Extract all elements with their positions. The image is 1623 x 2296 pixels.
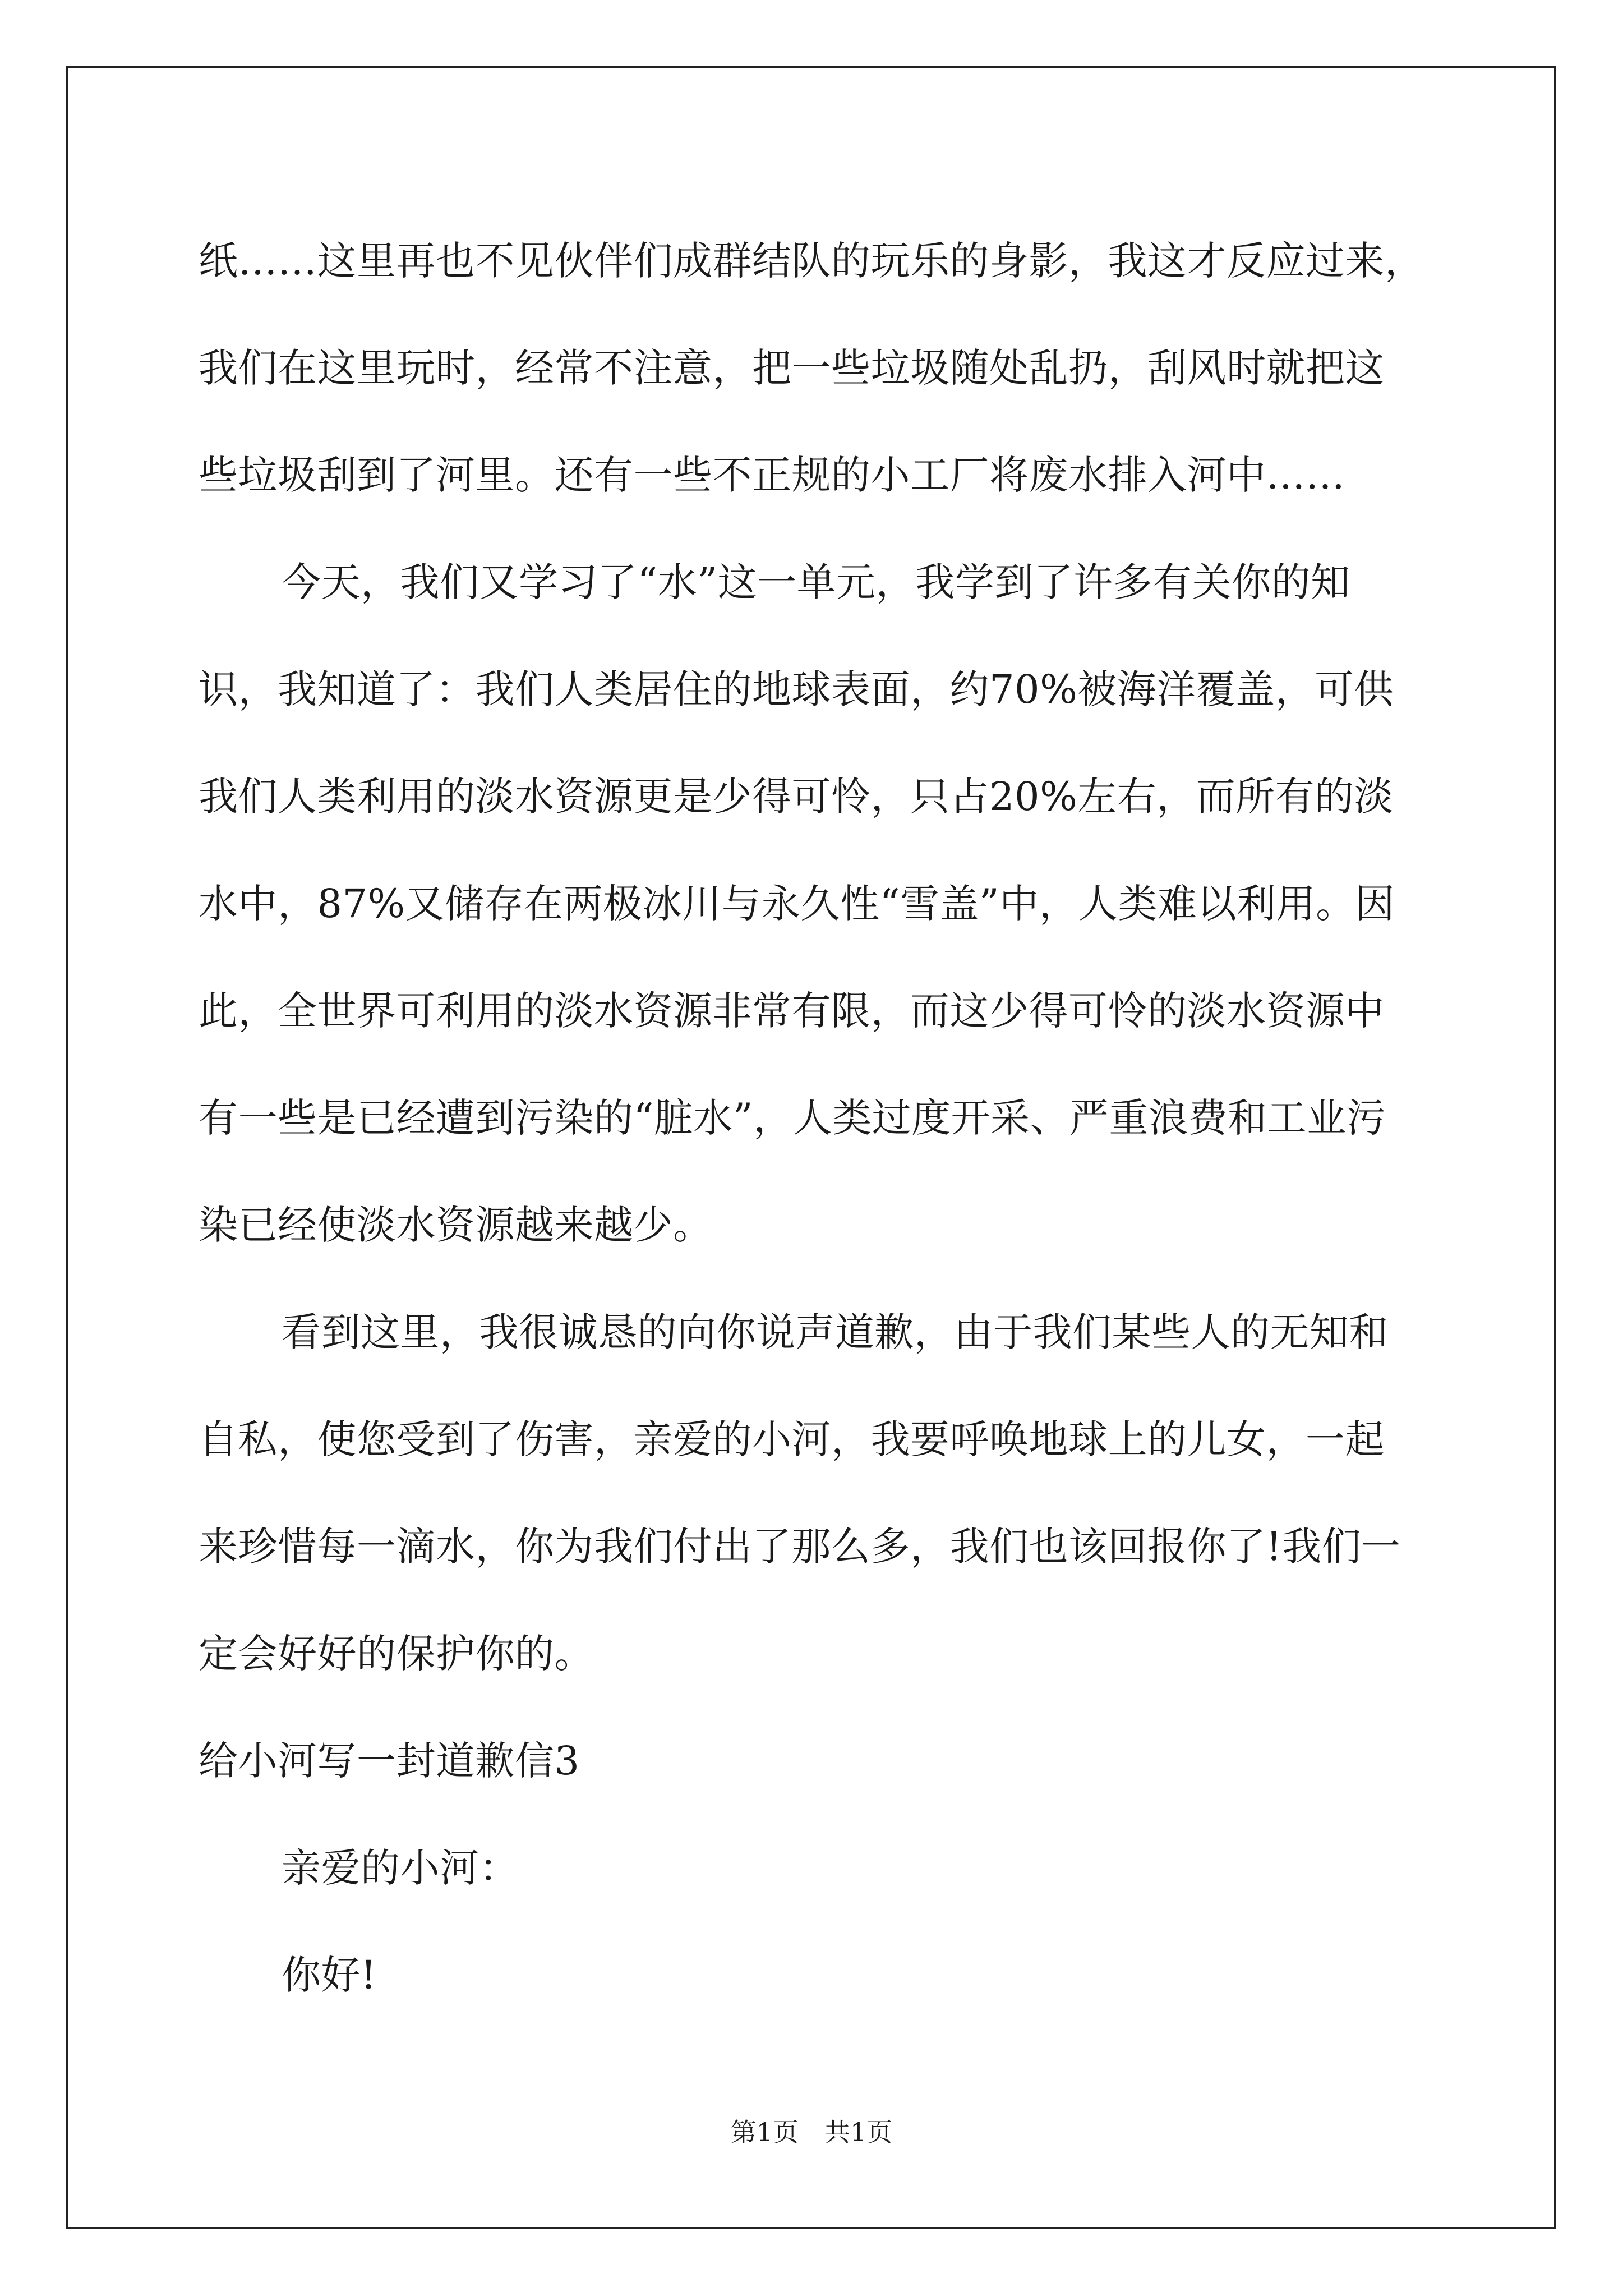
document-body [199,208,1449,2029]
text-line-9: 有一些是已经遭到污染的“脏水”，人类过度开采、严重浪费和工业污 [199,1095,1386,1141]
text-line-2: 我们在这里玩时，经常不注意，把一些垃圾随处乱扔，刮风时就把这 [199,345,1385,391]
text-line-3: 些垃圾刮到了河里。还有一些不正规的小工厂将废水排入河中…… [199,452,1345,498]
text-line-14: 定会好好的保护你的。 [199,1631,594,1677]
text-line-12: 自私，使您受到了伤害，亲爱的小河，我要呼唤地球上的儿女，一起 [199,1416,1385,1462]
greeting: 你好! [282,1952,377,1998]
text-line-4: 今天，我们又学习了“水”这一单元，我学到了许多有关你的知 [282,559,1350,605]
text-line-7: 水中，87%又储存在两极冰川与永久性“雪盖”中，人类难以利用。因 [199,881,1395,927]
text-line-5: 识，我知道了：我们人类居住的地球表面，约70%被海洋覆盖，可供 [199,666,1394,712]
text-line-13: 来珍惜每一滴水，你为我们付出了那么多，我们也该回报你了!我们一 [199,1524,1401,1570]
text-line-10: 染已经使淡水资源越来越少。 [199,1202,713,1248]
text-line-8: 此，全世界可利用的淡水资源非常有限，而这少得可怜的淡水资源中 [199,988,1385,1034]
text-line-1: 纸……这里再也不见伙伴们成群结队的玩乐的身影，我这才反应过来， [199,238,1424,284]
text-line-6: 我们人类利用的淡水资源更是少得可怜，只占20%左右，而所有的淡 [199,774,1394,820]
page-number-footer: 第1页 共1页 [730,2117,893,2147]
text-line-11: 看到这里，我很诚恳的向你说声道歉，由于我们某些人的无知和 [282,1309,1389,1355]
section-heading: 给小河写一封道歉信3 [199,1738,580,1784]
salutation: 亲爱的小河： [282,1845,519,1891]
